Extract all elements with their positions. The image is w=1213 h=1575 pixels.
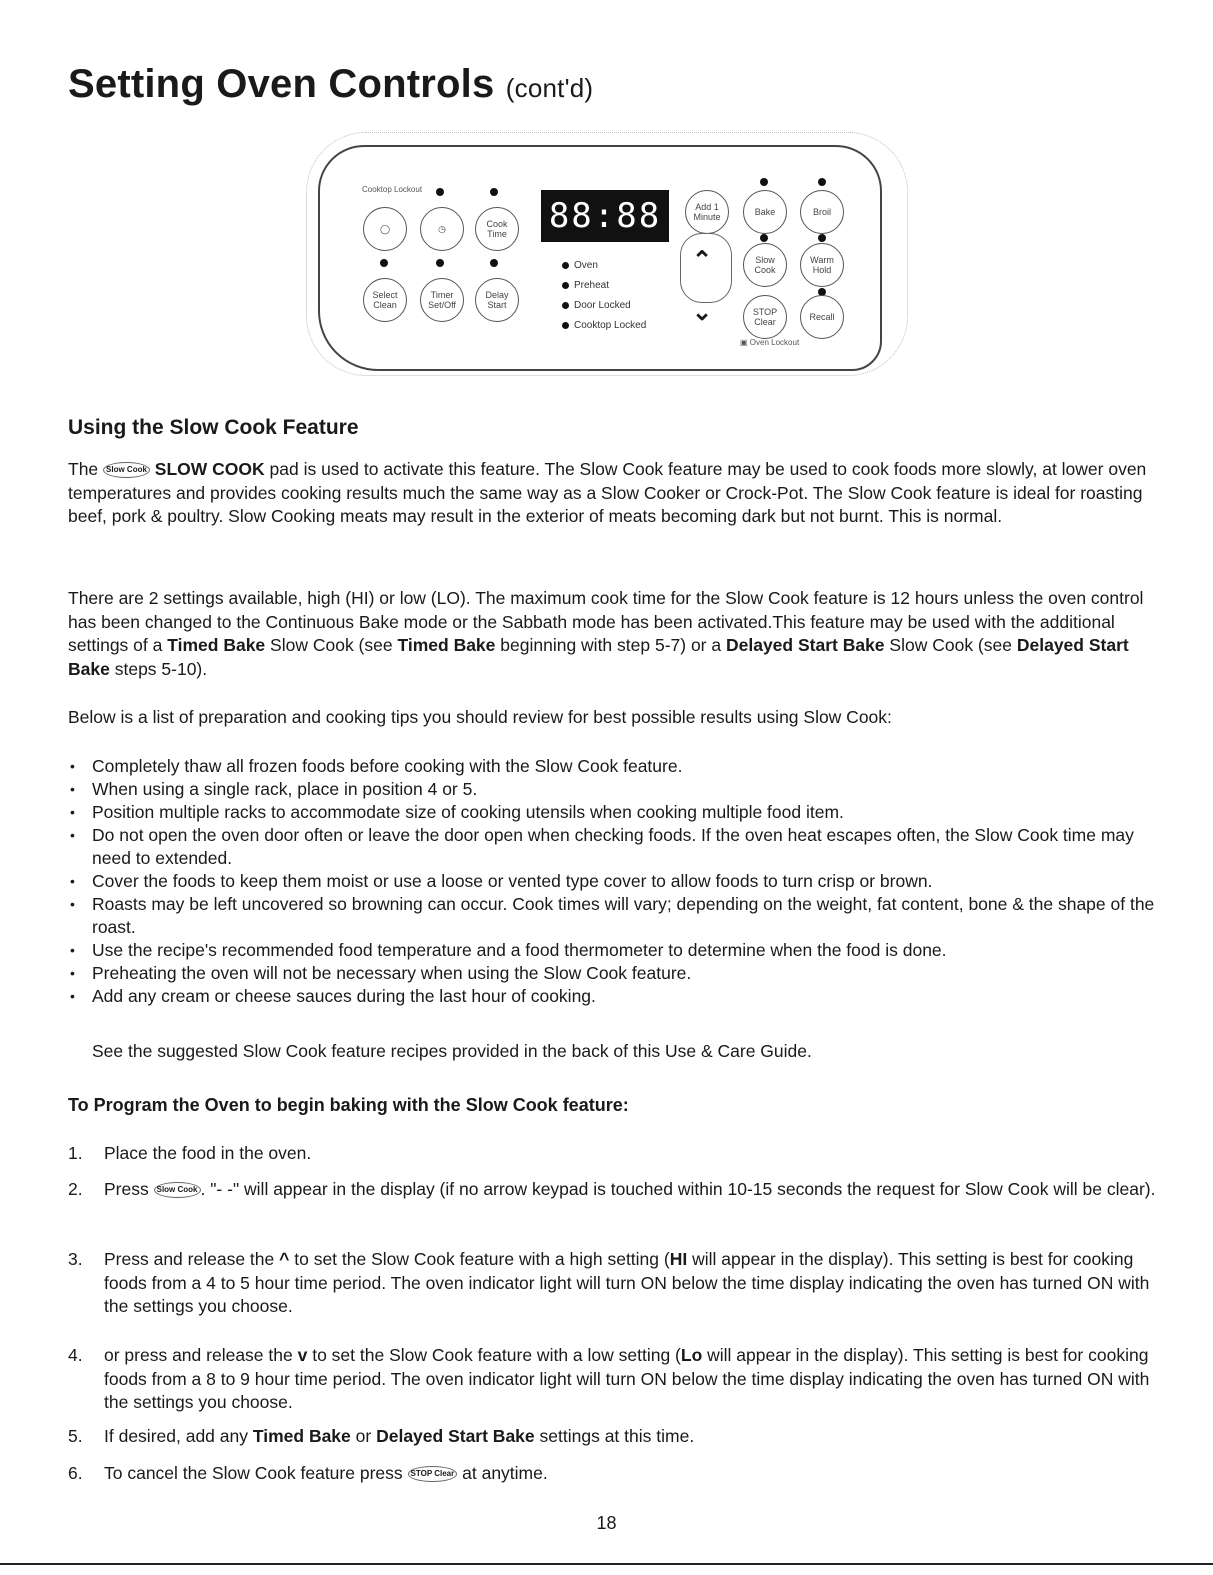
indicator-dot (490, 188, 498, 196)
tips-list (68, 755, 1158, 1008)
broil-button[interactable] (800, 190, 844, 234)
select-clean-label: Select Clean (372, 290, 398, 310)
list-item: • Do not open the oven door often or leave the door open when checking foods. If the oven heat escapes often, the Slow Cook time may need to extended. (68, 824, 1158, 870)
select-clean-button[interactable] (363, 278, 407, 322)
warm-hold-label: Warm Hold (810, 255, 834, 275)
indicator-preheat: Preheat (562, 280, 609, 291)
indicator-dot (436, 259, 444, 267)
intro-paragraph (68, 458, 1158, 529)
oven-lockout-text: Oven Lockout (749, 338, 800, 347)
add-minute-button[interactable] (685, 190, 729, 234)
clock-icon: ◷ (438, 224, 446, 234)
stop-clear-label: STOP Clear (752, 307, 778, 327)
indicator-dot (436, 188, 444, 196)
indicator-oven: Oven (562, 260, 598, 271)
slow-cook-pad-icon: Slow Cook (103, 462, 150, 478)
step-text: to set the Slow Cook feature with a high setting ( (294, 1249, 670, 1269)
slow-cook-button[interactable] (743, 243, 787, 287)
step-text: will appear in the display). This setting is best for cooking foods from a 8 to 9 hour time period. The oven indicator light will turn ON below the time display indicating the oven has turned ON with the settings you choose. (104, 1345, 1150, 1412)
list-item: • Use the recipe's recommended food temperature and a food thermometer to determine when the food is done. (68, 939, 1158, 962)
program-heading: To Program the Oven to begin baking with the Slow Cook feature: (68, 1095, 629, 1115)
step-2 (68, 1178, 1158, 1202)
bake-label: Bake (754, 207, 776, 217)
step-text: settings at this time. (539, 1426, 695, 1446)
page-title-text: Setting Oven Controls (68, 62, 495, 106)
time-display: 88:88 (541, 190, 669, 242)
page-title-suffix: (cont'd) (505, 73, 594, 103)
step-text: to set the Slow Cook feature with a low setting ( (312, 1345, 681, 1365)
step-text: To cancel the Slow Cook feature press (104, 1463, 403, 1483)
step-number: 5. (68, 1426, 83, 1446)
clock-button[interactable] (420, 207, 464, 251)
indicator-door-locked: Door Locked (562, 300, 631, 311)
indicator-dot (380, 259, 388, 267)
cooktop-lockout-label: Cooktop Lockout (362, 185, 423, 194)
list-item: • When using a single rack, place in position 4 or 5. (68, 778, 1158, 801)
delay-start-button[interactable] (475, 278, 519, 322)
list-item: • Completely thaw all frozen foods before cooking with the Slow Cook feature. (68, 755, 1158, 778)
step-6 (68, 1462, 1158, 1486)
settings-text: Slow Cook (see (270, 635, 393, 655)
timer-label: Timer Set/Off (428, 290, 456, 310)
step-text: Press and release the (104, 1249, 275, 1269)
settings-paragraph (68, 587, 1158, 681)
delayed-start-term: Delayed Start Bake (376, 1426, 535, 1446)
see-also-note (92, 1040, 1152, 1064)
oven-lockout-label (740, 338, 799, 347)
timed-bake-term: Timed Bake (397, 635, 496, 655)
indicator-dot (760, 234, 768, 242)
indicator-cooktop-locked: Cooktop Locked (562, 320, 646, 331)
step-4 (68, 1344, 1158, 1415)
timed-bake-term: Timed Bake (167, 635, 266, 655)
delay-start-label: Delay Start (485, 290, 509, 310)
step-text: . "- -" will appear in the display (if no arrow keypad is touched within 10-15 seconds the request for Slow Cook will be clear). (200, 1179, 1156, 1199)
slow-cook-pad-icon: Slow Cook (154, 1182, 201, 1198)
timed-bake-term: Timed Bake (252, 1426, 351, 1446)
cook-time-label: Cook Time (486, 219, 508, 239)
hi-setting: HI (669, 1249, 688, 1269)
section-heading: Using the Slow Cook Feature (68, 416, 359, 439)
slow-cook-label: Slow Cook (754, 255, 776, 275)
step-number: 1. (68, 1143, 83, 1163)
intro-keyword: SLOW COOK (154, 459, 265, 479)
step-3 (68, 1248, 1158, 1319)
step-number: 3. (68, 1249, 83, 1269)
cooktop-lock-icon: ◯ (379, 224, 391, 234)
cooktop-lockout-button[interactable] (363, 207, 407, 251)
indicator-dot (490, 259, 498, 267)
step-number: 6. (68, 1463, 83, 1483)
indicator-dot (818, 234, 826, 242)
step-text: or (355, 1426, 372, 1446)
lo-setting: Lo (680, 1345, 703, 1365)
stop-clear-pad-icon: STOP Clear (408, 1466, 458, 1482)
cook-time-button[interactable] (475, 207, 519, 251)
timer-button[interactable] (420, 278, 464, 322)
step-text: If desired, add any (104, 1426, 248, 1446)
broil-label: Broil (812, 207, 831, 217)
list-item: • Position multiple racks to accommodate size of cooking utensils when cooking multiple food item. (68, 801, 1158, 824)
step-text: or press and release the (104, 1345, 293, 1365)
step-number: 2. (68, 1179, 83, 1199)
stop-clear-button[interactable] (743, 295, 787, 339)
up-arrow-icon[interactable]: ⌃ (692, 247, 713, 274)
down-arrow-icon[interactable]: ⌄ (692, 299, 713, 326)
list-item: • Add any cream or cheese sauces during the last hour of cooking. (68, 985, 1158, 1008)
warm-hold-button[interactable] (800, 243, 844, 287)
indicator-dot (760, 178, 768, 186)
settings-text: beginning with step 5-7) or a (500, 635, 722, 655)
list-item: • Preheating the oven will not be necessary when using the Slow Cook feature. (68, 962, 1158, 985)
footer-rule (0, 1563, 1213, 1565)
settings-text: Slow Cook (see (889, 635, 1012, 655)
step-number: 4. (68, 1345, 83, 1365)
bake-button[interactable] (743, 190, 787, 234)
intro-pre: The (68, 459, 99, 479)
down-arrow-icon: v (297, 1345, 308, 1365)
step-text: Press (104, 1179, 149, 1199)
list-item: • Cover the foods to keep them moist or use a loose or vented type cover to allow foods to turn crisp or brown. (68, 870, 1158, 893)
see-also-text: See the suggested Slow Cook feature recipes provided in the back of this Use & Care Guide. (92, 1041, 812, 1061)
settings-text: There are 2 settings available, high (HI) or low (LO). The maximum cook time for the Slow Cook feature is 12 hours unless the oven control has been changed to the Continuous Bake mode or the Sabbath mode has been activated.This feature may be used with the additional settings of a (68, 588, 1144, 655)
step-text: Place the food in the oven. (104, 1143, 312, 1163)
tips-intro (68, 706, 1158, 730)
lock-icon: ▣ (740, 338, 748, 347)
tips-intro-text: Below is a list of preparation and cooking tips you should review for best possible results using Slow Cook: (68, 707, 892, 727)
settings-text: steps 5-10). (114, 658, 208, 679)
page-title (68, 62, 593, 107)
add-minute-label: Add 1 Minute (693, 202, 721, 222)
step-1 (68, 1142, 1158, 1166)
up-arrow-icon: ^ (279, 1249, 290, 1269)
delayed-start-term: Delayed Start Bake (68, 635, 1129, 679)
indicator-dot (818, 178, 826, 186)
list-item: • Roasts may be left uncovered so browning can occur. Cook times will vary; depending on the weight, fat content, bone & the shape of the roast. (68, 893, 1158, 939)
step-text: at anytime. (462, 1463, 548, 1483)
intro-text: pad is used to activate this feature. The Slow Cook feature may be used to cook foods more slowly, at lower oven temperatures and provides cooking results much the same way as a Slow Cooker or Crock-Pot. The Slow Cook feature is ideal for roasting beef, pork & poultry. Slow Cooking meats may result in the exterior of meats becoming dark but not burnt. This is normal. (68, 459, 1147, 526)
step-text: will appear in the display). This setting is best for cooking foods from a 4 to 5 hour time period. The oven indicator light will turn ON below the time display indicating the oven has turned ON with the settings you choose. (104, 1249, 1150, 1316)
recall-button[interactable] (800, 295, 844, 339)
page-number: 18 (596, 1513, 617, 1533)
delayed-start-term: Delayed Start Bake (725, 635, 885, 655)
step-5 (68, 1425, 1158, 1449)
recall-label: Recall (809, 312, 835, 322)
